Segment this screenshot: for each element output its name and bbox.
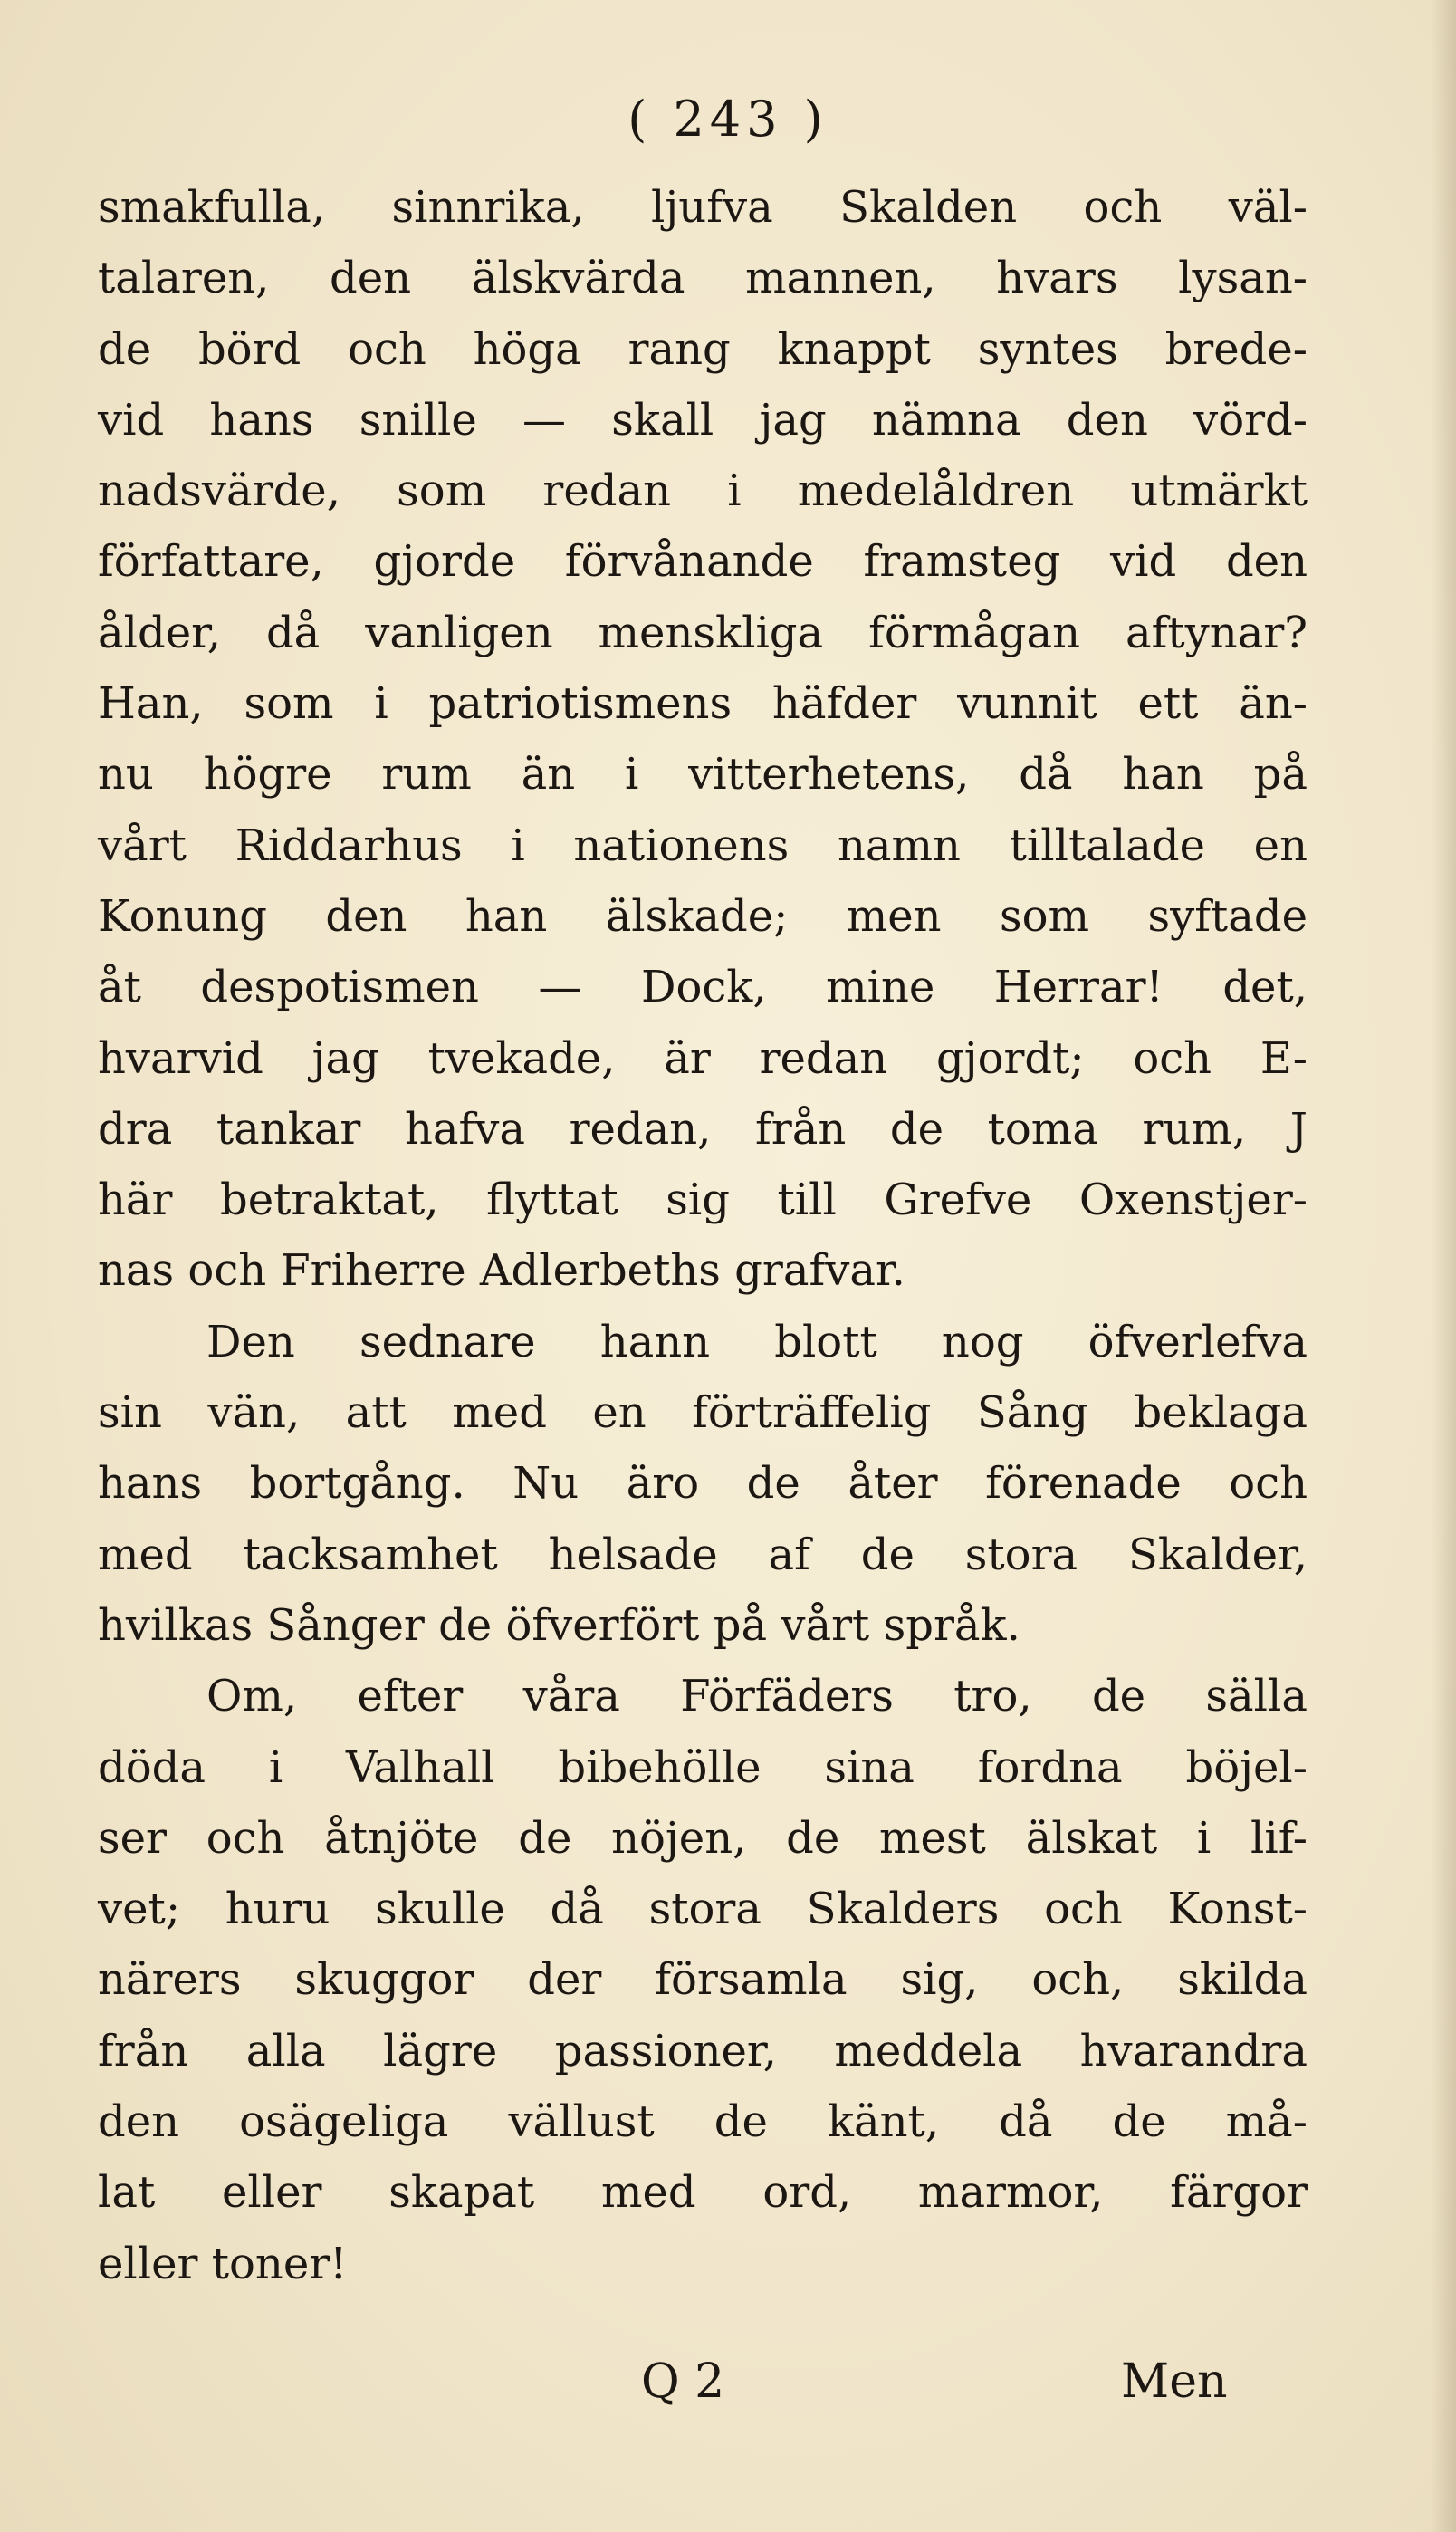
text-line: Den sednare hann blott nog öfverlefva — [206, 1316, 1308, 1367]
text-line: ser och åtnjöte de nöjen, de mest älskat i lif- — [98, 1812, 1308, 1864]
text-line: de börd och höga rang knappt syntes brede- — [98, 323, 1308, 375]
page-footer — [0, 2355, 1456, 2427]
text-line: nas och Friherre Adlerbeths grafvar. — [98, 1245, 905, 1297]
text-line: Om, efter våra Förfäders tro, de sälla — [206, 1671, 1308, 1722]
text-line: vet; huru skulle då stora Skalders och Konst- — [98, 1884, 1308, 1935]
text-line: här betraktat, flyttat sig till Grefve Oxenstjer- — [98, 1175, 1308, 1226]
text-line: nadsvärde, som redan i medelåldren utmärkt — [98, 465, 1308, 517]
text-line: lat eller skapat med ord, marmor, färgor — [98, 2167, 1308, 2219]
text-line: hvilkas Sånger de öfverfört på vårt språk. — [98, 1599, 1020, 1651]
text-line: döda i Valhall bibehölle sina fordna böjel- — [98, 1741, 1308, 1793]
text-line: hvarvid jag tvekade, är redan gjordt; och E- — [98, 1032, 1308, 1084]
text-line: närers skuggor der församla sig, och, skilda — [98, 1954, 1308, 2006]
text-line: författare, gjorde förvånande framsteg vid den — [98, 536, 1308, 588]
text-line: sin vän, att med en förträffelig Sång beklaga — [98, 1387, 1308, 1439]
text-line: med tacksamhet helsade af de stora Skalder, — [98, 1529, 1308, 1580]
text-line: Han, som i patriotismens häfder vunnit ett än- — [98, 678, 1308, 730]
text-line: från alla lägre passioner, meddela hvarandra — [98, 2025, 1308, 2076]
page-number-header: ( 243 ) — [627, 91, 829, 148]
text-line: den osägeliga vällust de känt, då de må- — [98, 2096, 1308, 2148]
page-edge-shadow — [1431, 0, 1456, 2532]
text-line: Konung den han älskade; men som syftade — [98, 890, 1308, 942]
catchword: Men — [1121, 2355, 1228, 2409]
text-line: dra tankar hafva redan, från de toma rum, J — [98, 1103, 1308, 1155]
text-line: hans bortgång. Nu äro de åter förenade och — [98, 1458, 1308, 1510]
text-line: smakfulla, sinnrika, ljufva Skalden och väl- — [98, 182, 1308, 233]
text-line: vårt Riddarhus i nationens namn tilltalade en — [98, 820, 1308, 871]
text-line: åt despotismen — Dock, mine Herrar! det, — [98, 962, 1308, 1013]
signature-mark: Q 2 — [641, 2355, 725, 2409]
text-line: nu högre rum än i vitterhetens, då han på — [98, 749, 1308, 801]
text-line: talaren, den älskvärda mannen, hvars lysan- — [98, 253, 1308, 304]
text-line: vid hans snille — skall jag nämna den vörd- — [98, 394, 1308, 446]
text-line: ålder, då vanligen menskliga förmågan aftynar? — [98, 607, 1308, 658]
text-line: eller toner! — [98, 2238, 348, 2289]
body-text — [98, 172, 1308, 2299]
